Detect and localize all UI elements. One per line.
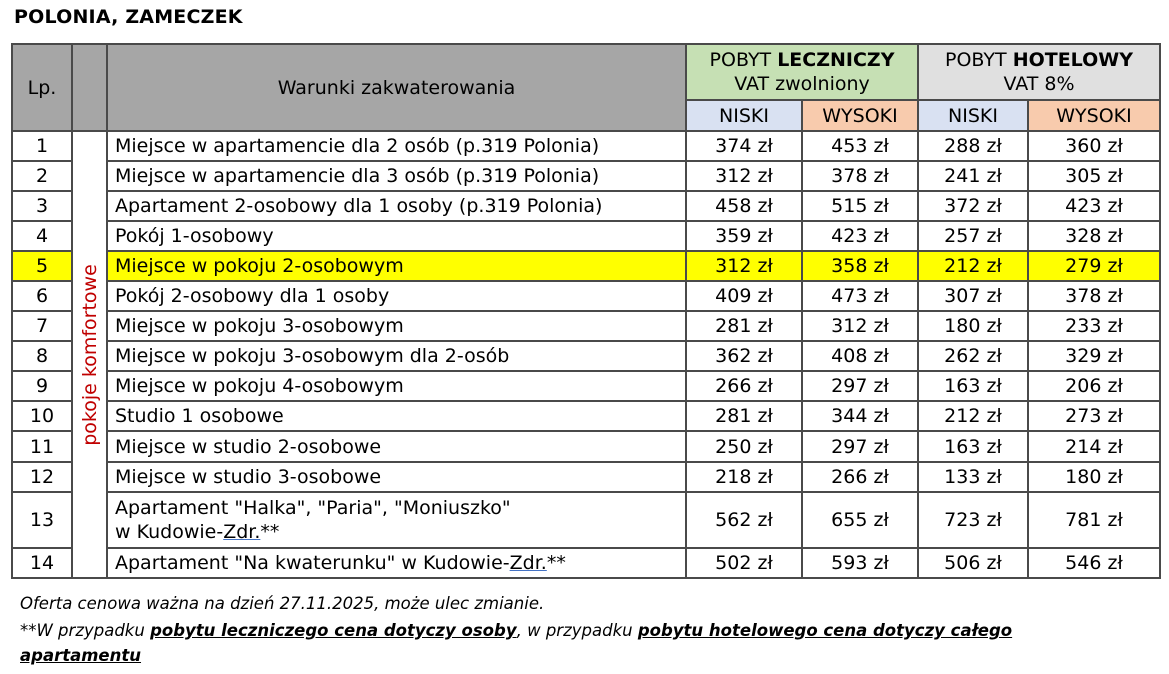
row-lp: 8 <box>12 341 72 371</box>
header-pobyt-hotelowy <box>918 44 1160 100</box>
row-hotelowy-niski: 212 zł <box>918 401 1028 431</box>
row-hotelowy-niski: 262 zł <box>918 341 1028 371</box>
row-hotelowy-niski: 723 zł <box>918 492 1028 548</box>
row-name: Miejsce w pokoju 3-osobowym <box>107 311 686 341</box>
table-row <box>12 341 1160 371</box>
table-row <box>12 221 1160 251</box>
row-lp: 6 <box>12 281 72 311</box>
table-row <box>12 161 1160 191</box>
row-name: Miejsce w pokoju 3-osobowym dla 2-osób <box>107 341 686 371</box>
side-label-cell <box>72 131 107 578</box>
row-leczniczy-wysoki: 344 zł <box>802 401 918 431</box>
header-leczniczy-niski: NISKI <box>686 100 802 131</box>
row-leczniczy-niski: 312 zł <box>686 251 802 281</box>
row-hotelowy-wysoki: 214 zł <box>1028 431 1160 462</box>
row-hotelowy-niski: 241 zł <box>918 161 1028 191</box>
row-lp: 11 <box>12 431 72 462</box>
row-hotelowy-wysoki: 423 zł <box>1028 191 1160 221</box>
row-lp: 1 <box>12 131 72 161</box>
row-hotelowy-wysoki: 180 zł <box>1028 462 1160 492</box>
row-name: Pokój 1-osobowy <box>107 221 686 251</box>
row-leczniczy-niski: 281 zł <box>686 401 802 431</box>
row-hotelowy-niski: 257 zł <box>918 221 1028 251</box>
footer-note-a: **W przypadku <box>20 621 151 640</box>
row-leczniczy-wysoki: 297 zł <box>802 371 918 401</box>
row-leczniczy-niski: 502 zł <box>686 548 802 578</box>
footer-pricing-note-cont <box>20 646 141 665</box>
row-hotelowy-niski: 133 zł <box>918 462 1028 492</box>
header-lp: Lp. <box>12 44 72 131</box>
header-leczniczy-bold: LECZNICZY <box>777 49 895 71</box>
row-name: Miejsce w pokoju 4-osobowym <box>107 371 686 401</box>
header-warunki: Warunki zakwaterowania <box>107 44 686 131</box>
table-row <box>12 401 1160 431</box>
row-name: Miejsce w studio 3-osobowe <box>107 462 686 492</box>
row-leczniczy-wysoki: 453 zł <box>802 131 918 161</box>
side-label: pokoje komfortowe <box>78 263 101 446</box>
row-hotelowy-niski: 307 zł <box>918 281 1028 311</box>
footer-note-leczniczy: pobytu leczniczego cena dotyczy osoby <box>150 621 517 640</box>
row-hotelowy-wysoki: 328 zł <box>1028 221 1160 251</box>
row-leczniczy-wysoki: 312 zł <box>802 311 918 341</box>
row-name: Miejsce w studio 2-osobowe <box>107 431 686 462</box>
row-hotelowy-wysoki: 233 zł <box>1028 311 1160 341</box>
row-lp: 4 <box>12 221 72 251</box>
row-lp: 7 <box>12 311 72 341</box>
table-row <box>12 431 1160 462</box>
header-pobyt-leczniczy <box>686 44 918 100</box>
row-leczniczy-niski: 218 zł <box>686 462 802 492</box>
row-name-line2a: w Kudowie- <box>115 521 224 543</box>
header-hotelowy-prefix: POBYT <box>945 49 1013 71</box>
row-hotelowy-niski: 163 zł <box>918 431 1028 462</box>
row-name: Miejsce w apartamencie dla 2 osób (p.319 Polonia) <box>107 131 686 161</box>
row-hotelowy-niski: 506 zł <box>918 548 1028 578</box>
row-name-line1: Apartament "Halka", "Paria", "Moniuszko" <box>115 497 511 519</box>
table-row <box>12 462 1160 492</box>
row-hotelowy-niski: 372 zł <box>918 191 1028 221</box>
page-title: POLONIA, ZAMECZEK <box>14 6 243 28</box>
row-leczniczy-wysoki: 473 zł <box>802 281 918 311</box>
row-name <box>107 492 686 548</box>
row-hotelowy-niski: 180 zł <box>918 311 1028 341</box>
row-hotelowy-wysoki: 279 zł <box>1028 251 1160 281</box>
table-row <box>12 191 1160 221</box>
header-leczniczy-prefix: POBYT <box>709 49 778 71</box>
row-lp: 13 <box>12 492 72 548</box>
row-lp: 14 <box>12 548 72 578</box>
row-hotelowy-niski: 163 zł <box>918 371 1028 401</box>
row-lp: 9 <box>12 371 72 401</box>
row-lp: 5 <box>12 251 72 281</box>
table-row <box>12 371 1160 401</box>
row-leczniczy-niski: 250 zł <box>686 431 802 462</box>
row-leczniczy-niski: 359 zł <box>686 221 802 251</box>
footer-note-hotelowy: pobytu hotelowego cena dotyczy całego <box>637 621 1013 640</box>
table-row <box>12 492 1160 548</box>
row-leczniczy-wysoki: 515 zł <box>802 191 918 221</box>
row-leczniczy-niski: 281 zł <box>686 311 802 341</box>
row-name: Apartament 2-osobowy dla 1 osoby (p.319 Polonia) <box>107 191 686 221</box>
header-leczniczy-wysoki: WYSOKI <box>802 100 918 131</box>
row-lp: 3 <box>12 191 72 221</box>
header-blank <box>72 44 107 131</box>
row-leczniczy-wysoki: 297 zł <box>802 431 918 462</box>
table-row <box>12 281 1160 311</box>
price-table <box>11 43 1161 579</box>
row-leczniczy-wysoki: 358 zł <box>802 251 918 281</box>
row-lp: 12 <box>12 462 72 492</box>
table-row <box>12 311 1160 341</box>
row-name-abbr: Zdr. <box>509 552 547 574</box>
row-leczniczy-niski: 362 zł <box>686 341 802 371</box>
header-hotelowy-wysoki: WYSOKI <box>1028 100 1160 131</box>
row-name-line2c: ** <box>260 521 280 543</box>
footer-validity-note: Oferta cenowa ważna na dzień 27.11.2025, może ulec zmianie. <box>20 594 545 613</box>
row-name: Miejsce w apartamencie dla 3 osób (p.319 Polonia) <box>107 161 686 191</box>
footer-pricing-note <box>20 621 1012 640</box>
row-hotelowy-wysoki: 206 zł <box>1028 371 1160 401</box>
footer-note-apartamentu: apartamentu <box>20 646 142 665</box>
row-hotelowy-wysoki: 360 zł <box>1028 131 1160 161</box>
row-leczniczy-wysoki: 266 zł <box>802 462 918 492</box>
row-hotelowy-wysoki: 305 zł <box>1028 161 1160 191</box>
row-name-a: Apartament "Na kwaterunku" w Kudowie- <box>115 552 510 574</box>
header-row-top <box>12 44 1160 100</box>
table-row <box>12 548 1160 578</box>
row-hotelowy-wysoki: 273 zł <box>1028 401 1160 431</box>
row-leczniczy-wysoki: 378 zł <box>802 161 918 191</box>
row-lp: 2 <box>12 161 72 191</box>
row-leczniczy-niski: 562 zł <box>686 492 802 548</box>
row-name <box>107 548 686 578</box>
row-leczniczy-niski: 312 zł <box>686 161 802 191</box>
table-row <box>12 131 1160 161</box>
row-name-abbr: Zdr. <box>223 521 261 543</box>
header-hotelowy-vat: VAT 8% <box>1003 73 1075 95</box>
row-hotelowy-wysoki: 378 zł <box>1028 281 1160 311</box>
row-hotelowy-niski: 288 zł <box>918 131 1028 161</box>
row-hotelowy-wysoki: 546 zł <box>1028 548 1160 578</box>
row-leczniczy-niski: 266 zł <box>686 371 802 401</box>
row-hotelowy-wysoki: 781 zł <box>1028 492 1160 548</box>
header-hotelowy-bold: HOTELOWY <box>1012 49 1133 71</box>
row-name: Studio 1 osobowe <box>107 401 686 431</box>
row-leczniczy-wysoki: 593 zł <box>802 548 918 578</box>
footer-note-c: , w przypadku <box>516 621 638 640</box>
row-leczniczy-niski: 458 zł <box>686 191 802 221</box>
table-row-highlighted <box>12 251 1160 281</box>
row-lp: 10 <box>12 401 72 431</box>
row-hotelowy-niski: 212 zł <box>918 251 1028 281</box>
row-leczniczy-niski: 409 zł <box>686 281 802 311</box>
row-leczniczy-niski: 374 zł <box>686 131 802 161</box>
header-hotelowy-niski: NISKI <box>918 100 1028 131</box>
row-name: Miejsce w pokoju 2-osobowym <box>107 251 686 281</box>
row-leczniczy-wysoki: 423 zł <box>802 221 918 251</box>
row-name: Pokój 2-osobowy dla 1 osoby <box>107 281 686 311</box>
header-leczniczy-vat: VAT zwolniony <box>734 73 870 95</box>
row-leczniczy-wysoki: 408 zł <box>802 341 918 371</box>
row-name-c: ** <box>546 552 566 574</box>
row-hotelowy-wysoki: 329 zł <box>1028 341 1160 371</box>
row-leczniczy-wysoki: 655 zł <box>802 492 918 548</box>
